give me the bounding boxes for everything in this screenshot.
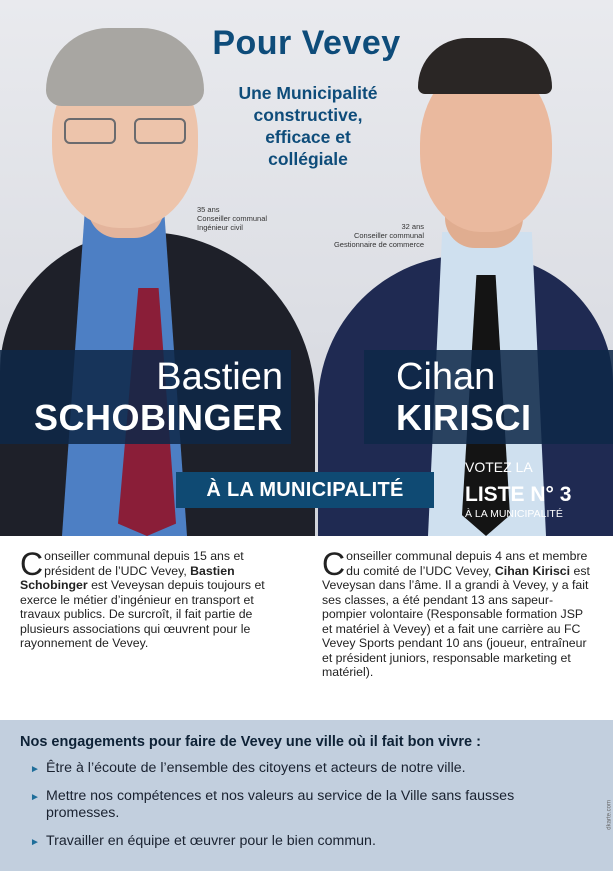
commitments-list	[30, 760, 590, 860]
bio-schobinger	[20, 546, 290, 651]
first-name: Bastien	[156, 356, 283, 398]
triangle-bullet-icon: ►	[30, 764, 40, 775]
list-item	[30, 788, 590, 823]
commitment-text: Travailler en équipe et œuvrer pour le bien commun.	[46, 832, 376, 849]
drop-cap: C	[20, 546, 44, 582]
page-title: Pour Vevey	[212, 24, 401, 62]
caption-role: Conseiller communal	[353, 231, 424, 240]
caption-profession: Gestionnaire de commerce	[333, 240, 424, 249]
caption-age: 35 ans	[197, 205, 220, 214]
first-name: Cihan	[396, 356, 496, 398]
list-item	[30, 760, 590, 778]
bio-name: Cihan Kirisci	[494, 563, 571, 578]
vote-line: À LA MUNICIPALITÉ	[465, 508, 563, 520]
commitment-text: Mettre nos compétences et nos valeurs au service de la Ville sans fausses promesses.	[46, 787, 515, 821]
last-name: KIRISCI	[396, 397, 532, 438]
bio-text: onseiller communal depuis 15 ans et président de l’UDC Vevey,	[44, 549, 244, 578]
name-box-kirisci	[364, 350, 613, 444]
commitments-section	[0, 720, 613, 871]
candidate-caption-schobinger	[197, 205, 267, 232]
last-name: SCHOBINGER	[33, 397, 283, 438]
caption-role: Conseiller communal	[197, 214, 268, 223]
triangle-bullet-icon: ►	[30, 791, 40, 803]
municipality-badge: À LA MUNICIPALITÉ	[176, 472, 434, 508]
bio-name: Bastien Schobinger	[20, 563, 235, 592]
list-item	[30, 833, 590, 851]
commitments-title: Nos engagements pour faire de Vevey une ville où il fait bon vivre :	[20, 734, 481, 750]
drop-cap: C	[322, 546, 346, 582]
caption-age: 32 ans	[401, 222, 424, 231]
tagline-line: efficace et	[265, 127, 351, 147]
bio-kirisci	[322, 546, 594, 680]
tagline-line: collégiale	[268, 149, 348, 169]
caption-profession: Ingénieur civil	[197, 223, 243, 232]
bio-text: onseiller communal depuis 4 ans et membre du comité de l’UDC Vevey,	[346, 549, 588, 578]
bio-text: est Veveysan dans l’âme. Il a grandi à Vevey, y a fait ses classes, a été pendant 13 ans sapeur-pompier volontaire (Responsable formation JSP et matériel à Vevey) et a fait une carrière au FC Vevey Sports pendant 10 ans (joueur, entraîneur et président juniors, responsable marketing et matériel).	[322, 563, 590, 679]
vote-line: VOTEZ LA	[465, 459, 533, 475]
list-number: LISTE N° 3	[465, 483, 572, 506]
printer-credit: dkarte.com	[607, 800, 613, 830]
candidate-caption-kirisci	[300, 222, 424, 249]
bio-text: est Veveysan depuis toujours et exerce le métier d’ingénieur en transport et travaux publics. De surcroît, il fait partie de plusieurs associations qui œuvrent pour le rayonnement de Vevey.	[20, 578, 265, 650]
commitment-text: Être à l’écoute de l’ensemble des citoyens et acteurs de notre ville.	[46, 760, 466, 776]
vote-callout	[465, 458, 571, 520]
tagline-line: constructive,	[253, 105, 363, 125]
name-box-schobinger	[0, 350, 291, 444]
tagline-line: Une Municipalité	[238, 83, 378, 103]
tagline	[208, 82, 408, 170]
triangle-bullet-icon: ►	[30, 836, 40, 848]
